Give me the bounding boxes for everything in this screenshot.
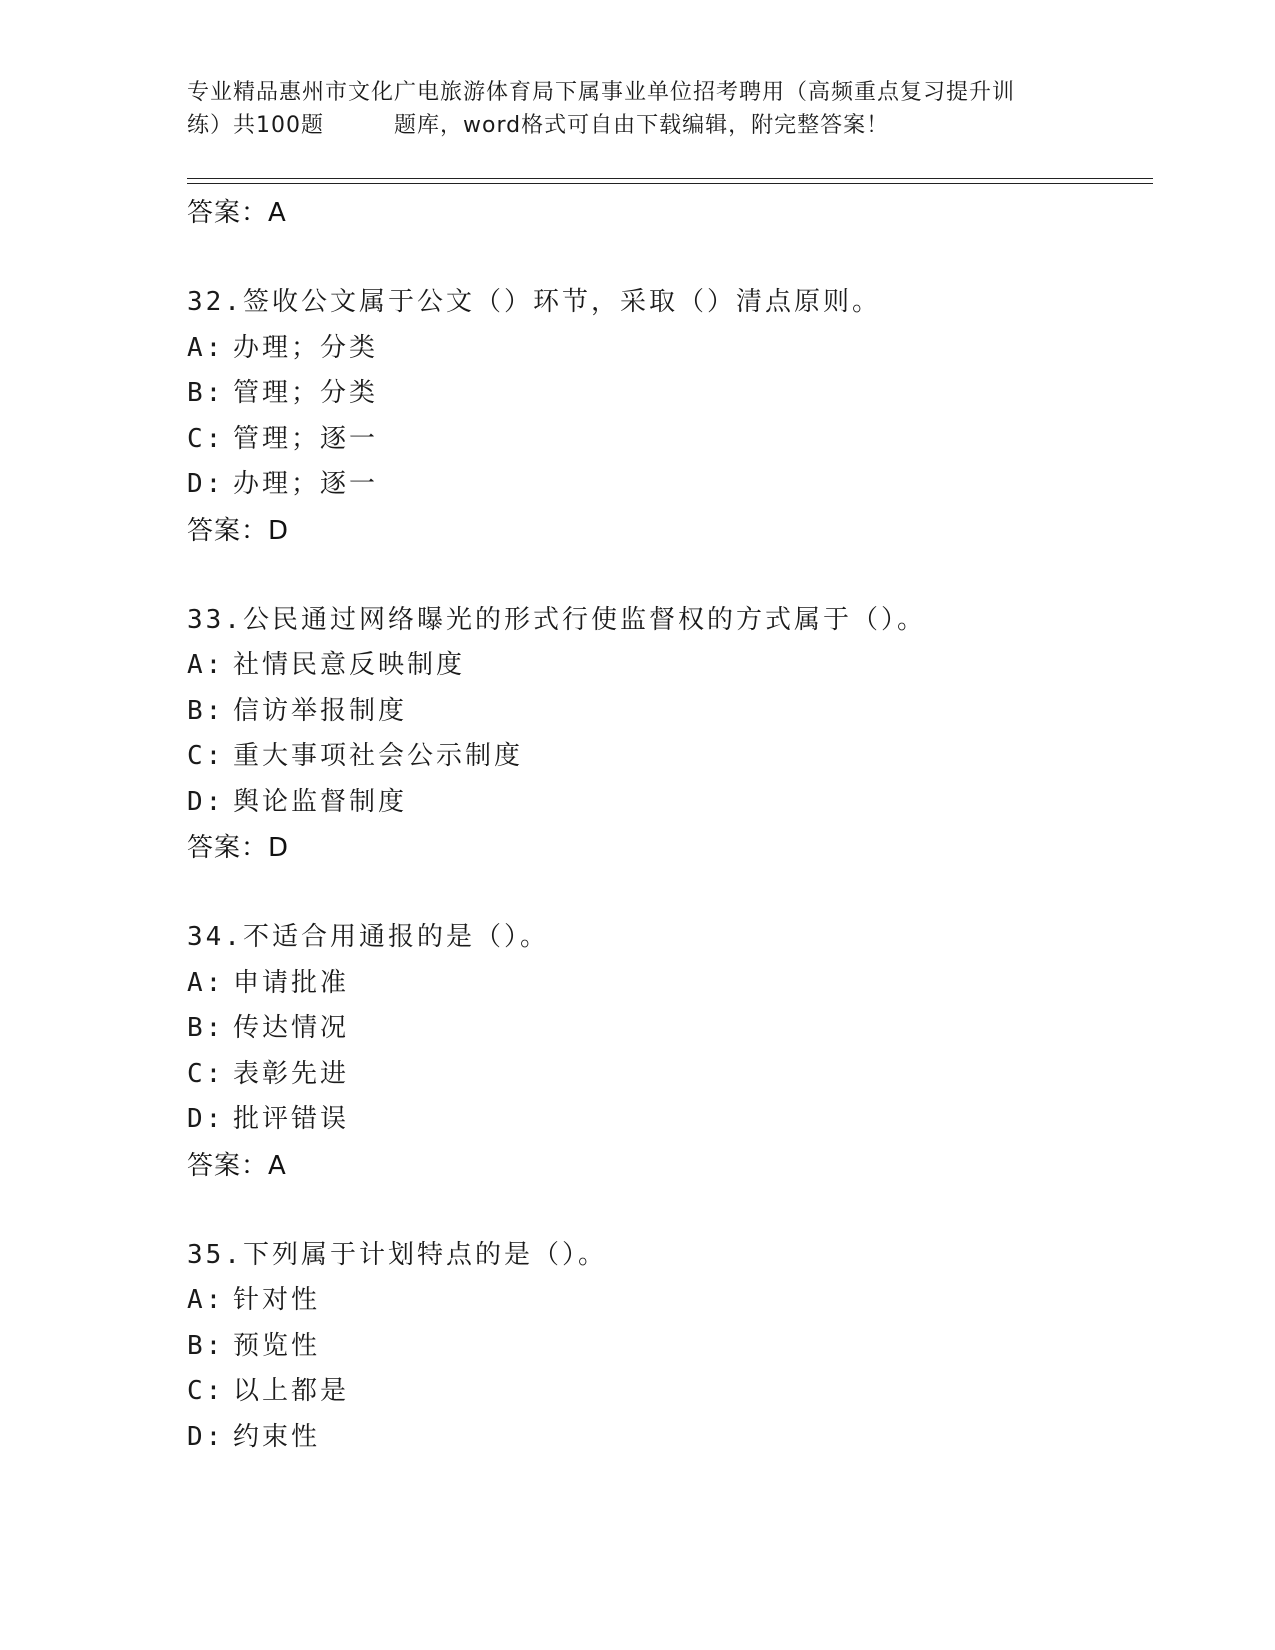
option-c xyxy=(187,417,1147,463)
option-text: 传达情况 xyxy=(233,1013,350,1043)
option-b xyxy=(187,1006,1147,1052)
option-key: C: xyxy=(187,1058,225,1089)
question-text: 34.不适合用通报的是（）。 xyxy=(187,922,549,952)
option-a xyxy=(187,643,1147,689)
header-rule-top xyxy=(187,178,1153,179)
option-text: 预览性 xyxy=(233,1330,321,1361)
option-key: B: xyxy=(187,1013,225,1043)
header-line-2-part-2: 题库，word格式可自由下载编辑，附完整答案！ xyxy=(394,113,890,138)
option-key: A: xyxy=(187,650,225,680)
option-a xyxy=(187,1278,1147,1324)
option-d xyxy=(187,780,1147,826)
option-d xyxy=(187,1097,1147,1143)
option-b xyxy=(187,371,1147,417)
option-a xyxy=(187,326,1147,372)
option-text: 办理；逐一 xyxy=(233,469,379,499)
option-key: B: xyxy=(187,695,225,726)
question-35 xyxy=(187,1233,1147,1461)
option-key: C: xyxy=(187,423,225,454)
question-text: 32.签收公文属于公文（）环节，采取（）清点原则。 xyxy=(187,287,881,317)
option-text: 表彰先进 xyxy=(233,1058,350,1089)
option-key: D: xyxy=(187,469,225,499)
previous-answer: 答案：A xyxy=(187,198,287,228)
option-d xyxy=(187,1415,1147,1461)
option-text: 管理；逐一 xyxy=(233,423,379,454)
option-text: 办理；分类 xyxy=(233,332,379,363)
option-text: 舆论监督制度 xyxy=(233,786,408,817)
option-text: 批评错误 xyxy=(233,1104,350,1134)
option-text: 管理；分类 xyxy=(233,378,379,408)
option-text: 约束性 xyxy=(233,1421,321,1452)
option-text: 重大事项社会公示制度 xyxy=(233,741,524,771)
option-key: D: xyxy=(187,1104,225,1134)
option-c xyxy=(187,734,1147,780)
option-b xyxy=(187,689,1147,735)
option-key: A: xyxy=(187,1285,225,1315)
question-33 xyxy=(187,598,1147,872)
option-text: 申请批准 xyxy=(233,967,350,998)
option-c xyxy=(187,1052,1147,1098)
option-text: 针对性 xyxy=(233,1285,321,1315)
option-key: B: xyxy=(187,1330,225,1361)
question-32 xyxy=(187,280,1147,554)
document-header xyxy=(187,76,1087,142)
option-text: 社情民意反映制度 xyxy=(233,650,466,680)
answer: 答案：D xyxy=(187,833,290,863)
option-key: C: xyxy=(187,1376,225,1406)
option-c xyxy=(187,1369,1147,1415)
option-key: B: xyxy=(187,378,225,408)
header-line-1: 专业精品惠州市文化广电旅游体育局下属事业单位招考聘用（高频重点复习提升训 xyxy=(187,80,1016,105)
question-34 xyxy=(187,915,1147,1189)
option-text: 信访举报制度 xyxy=(233,695,408,726)
option-key: D: xyxy=(187,1421,225,1452)
answer: 答案：D xyxy=(187,515,290,546)
header-line-2-part-1: 练）共100题 xyxy=(187,113,324,138)
option-b xyxy=(187,1324,1147,1370)
header-line-2 xyxy=(187,109,1087,142)
answer: 答案：A xyxy=(187,1150,287,1181)
question-text: 35.下列属于计划特点的是（）。 xyxy=(187,1239,607,1270)
option-key: A: xyxy=(187,332,225,363)
header-rule-bottom xyxy=(187,183,1153,184)
option-key: D: xyxy=(187,786,225,817)
option-key: C: xyxy=(187,741,225,771)
option-text: 以上都是 xyxy=(233,1376,350,1406)
option-d xyxy=(187,462,1147,508)
option-key: A: xyxy=(187,967,225,998)
question-text: 33.公民通过网络曝光的形式行使监督权的方式属于（）。 xyxy=(187,604,926,635)
option-a xyxy=(187,961,1147,1007)
document-body xyxy=(187,190,1147,1460)
